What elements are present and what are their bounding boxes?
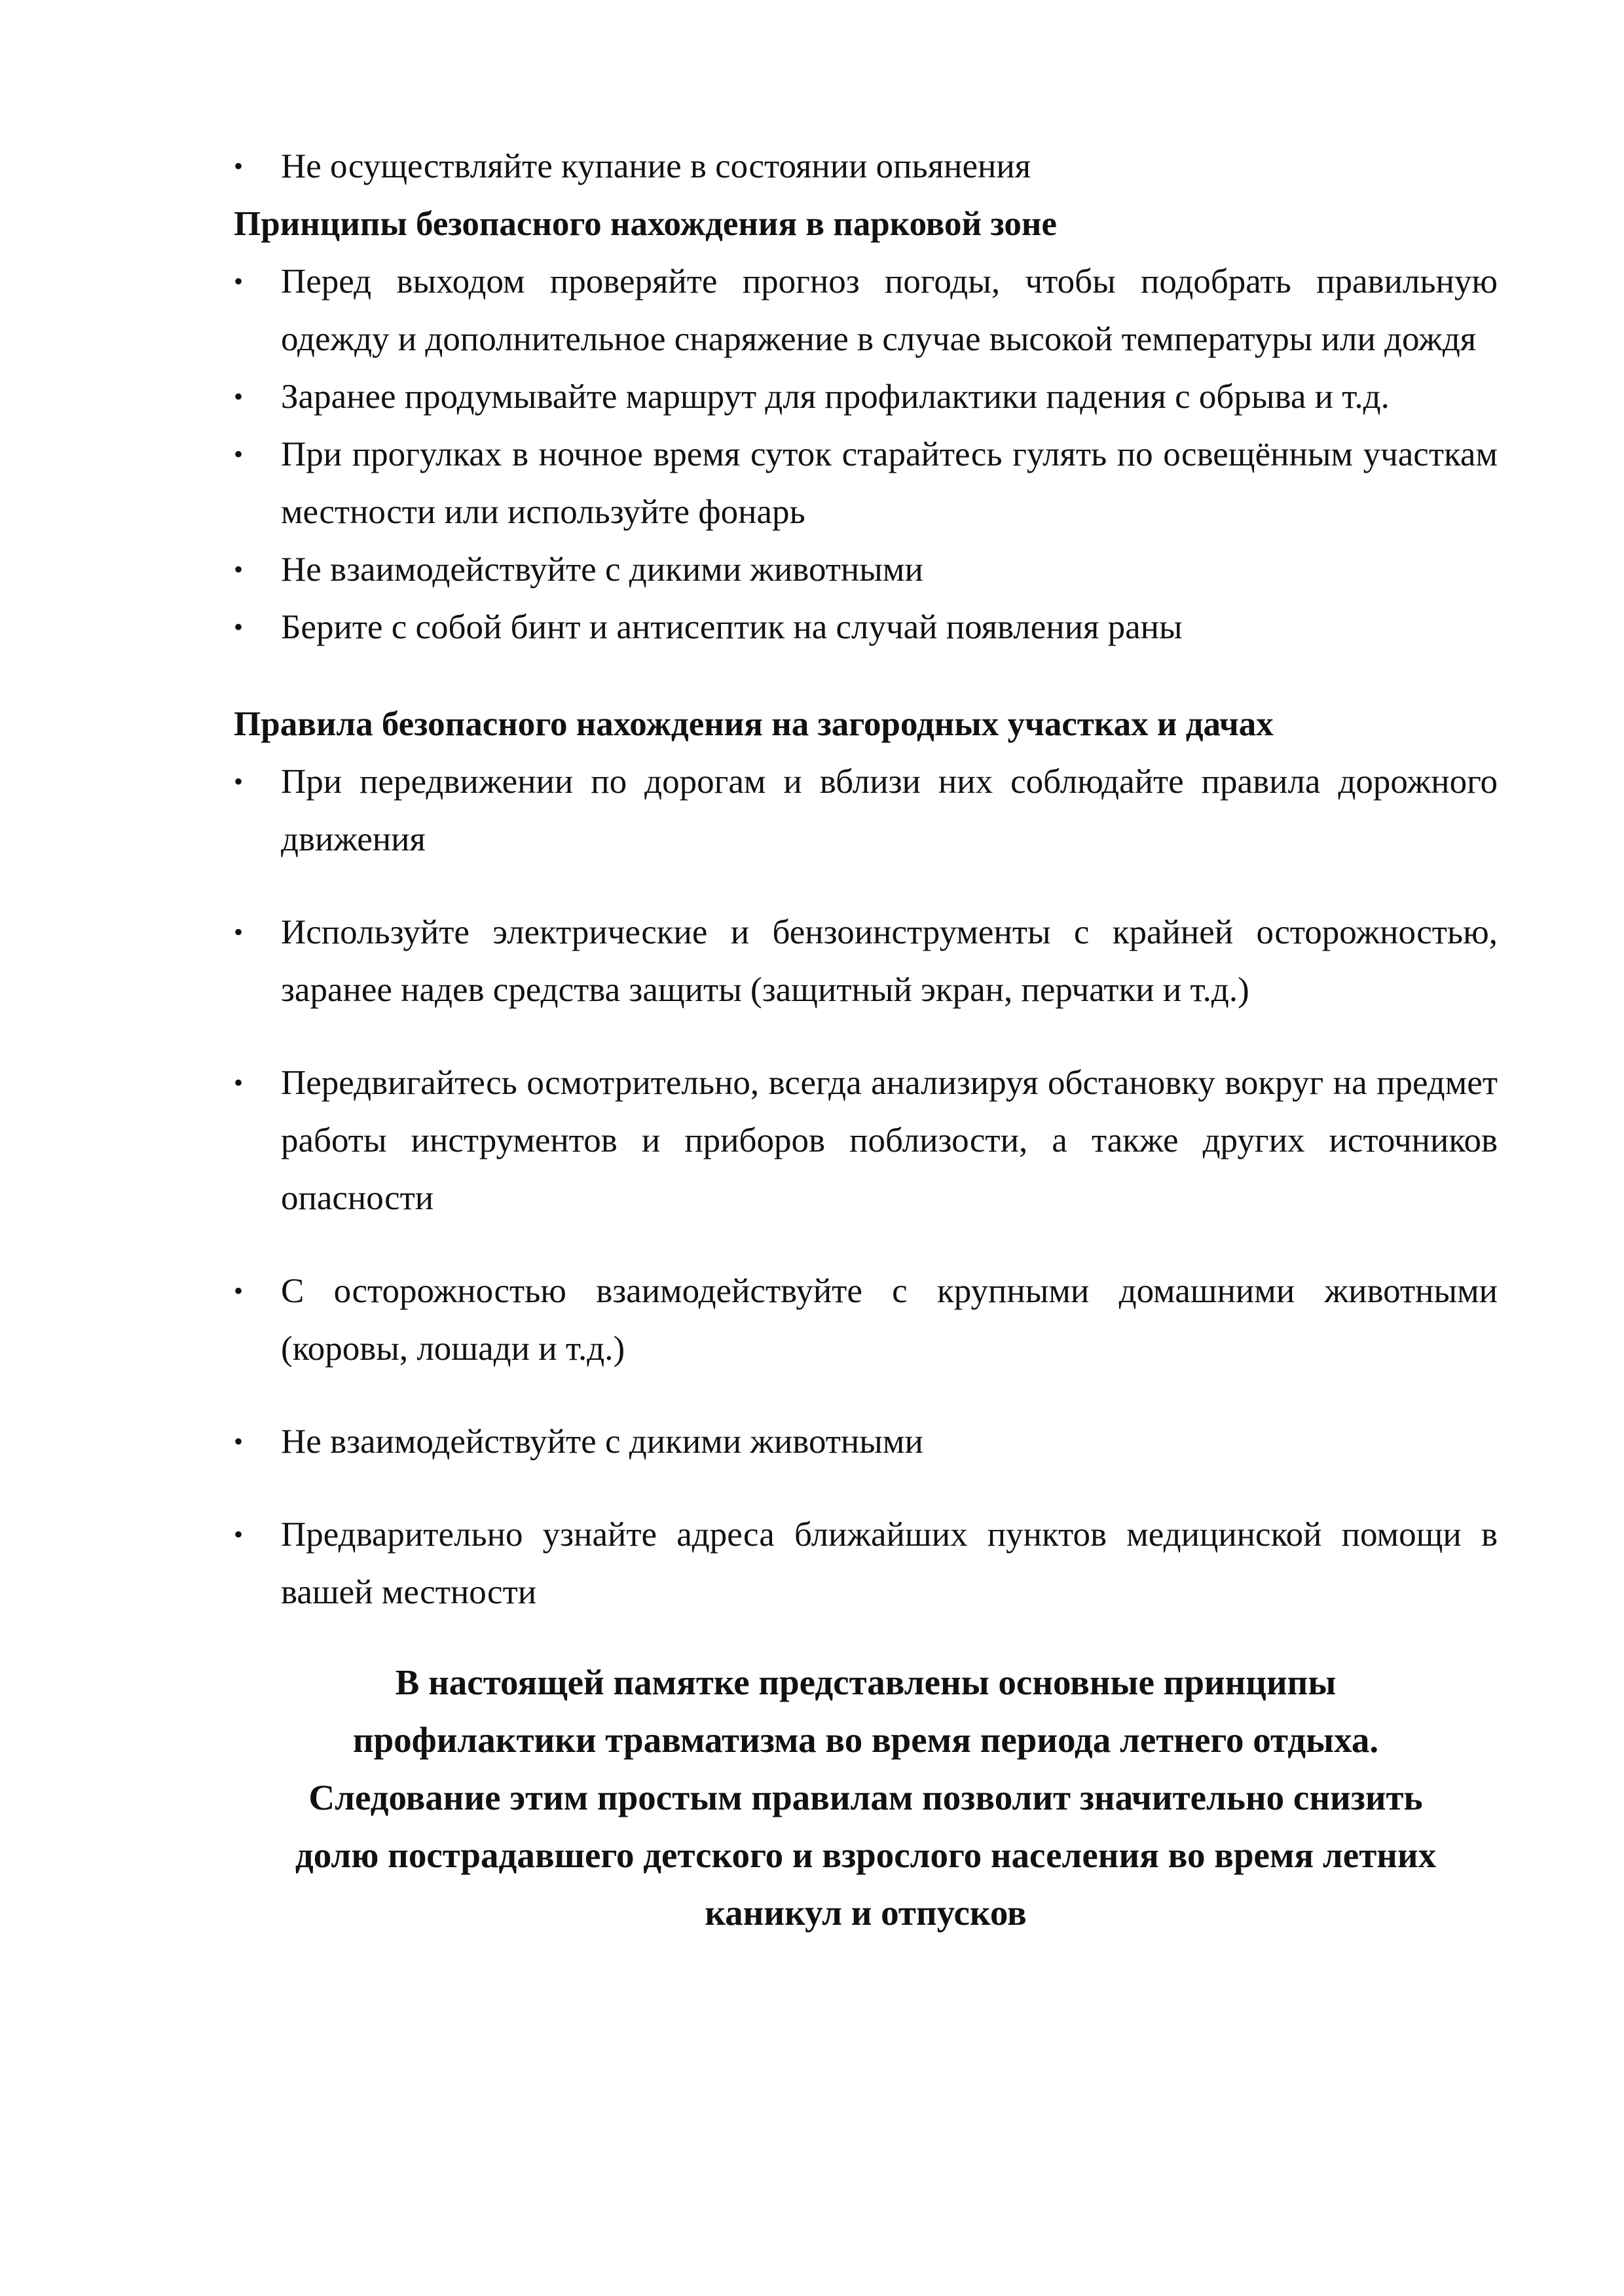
bullet-icon: • [234,767,244,796]
bullet-icon: • [234,266,244,296]
list-item [234,253,1498,368]
list-item [234,1054,1498,1227]
country-section-heading: Правила безопасного нахождения на загородных участках и дачах [234,705,1274,743]
list-item-text: С осторожностью взаимодействуйте с крупными домашними животными (коровы, лошади и т.д.) [281,1272,1498,1368]
list-item-text: Берите с собой бинт и антисептик на случай появления раны [281,608,1183,646]
bullet-icon: • [234,1276,244,1305]
document-page [234,137,1498,1942]
conclusion-line: профилактики травматизма во время периода летнего отдыха. [352,1720,1379,1760]
list-item-text: При прогулках в ночное время суток старайтесь гулять по освещённым участкам местности или используйте фонарь [281,435,1498,531]
conclusion-line: Следование этим простым правилам позволит значительно снизить [308,1777,1423,1817]
list-item-text: Не взаимодействуйте с дикими животными [281,551,923,589]
list-item [234,1506,1498,1621]
list-item [234,368,1498,426]
list-item [234,426,1498,541]
list-item-text: Предварительно узнайте адреса ближайших пунктов медицинской помощи в вашей местности [281,1516,1498,1611]
list-item-text: Не взаимодействуйте с дикими животными [281,1423,923,1461]
list-item-text: Передвигайтесь осмотрительно, всегда анализируя обстановку вокруг на предмет работы инструментов и приборов поблизости, а также других источников опасности [281,1064,1498,1217]
conclusion-line: долю пострадавшего детского и взрослого населения во время летних [295,1835,1437,1875]
bullet-icon: • [234,1427,244,1456]
list-item [234,137,1498,195]
conclusion-paragraph [234,1654,1498,1942]
list-item-text: Не осуществляйте купание в состоянии опьянения [281,147,1031,185]
bullet-icon: • [234,555,244,584]
bullet-icon: • [234,151,244,181]
bullet-icon: • [234,917,244,947]
bullet-icon: • [234,439,244,469]
list-item [234,753,1498,868]
list-item-text: Перед выходом проверяйте прогноз погоды, чтобы подобрать правильную одежду и дополнительное снаряжение в случае высокой температуры или дождя [281,263,1498,358]
conclusion-line: каникул и отпусков [705,1893,1027,1933]
list-item [234,598,1498,656]
bullet-icon: • [234,612,244,642]
list-item [234,1413,1498,1470]
list-item-text: При передвижении по дорогам и вблизи них соблюдайте правила дорожного движения [281,763,1498,858]
list-item [234,541,1498,598]
bullet-icon: • [234,1068,244,1097]
list-item [234,903,1498,1019]
intro-list [234,137,1498,195]
country-list [234,753,1498,1621]
list-item-text: Заранее продумывайте маршрут для профилактики падения с обрыва и т.д. [281,378,1390,416]
bullet-icon: • [234,382,244,411]
park-list [234,253,1498,656]
conclusion-line: В настоящей памятке представлены основные принципы [395,1662,1337,1702]
list-item-text: Используйте электрические и бензоинструменты с крайней осторожностью, заранее надев средства защиты (защитный экран, перчатки и т.д.) [281,913,1498,1009]
bullet-icon: • [234,1520,244,1549]
list-item [234,1262,1498,1377]
park-section-heading: Принципы безопасного нахождения в парковой зоне [234,205,1057,243]
